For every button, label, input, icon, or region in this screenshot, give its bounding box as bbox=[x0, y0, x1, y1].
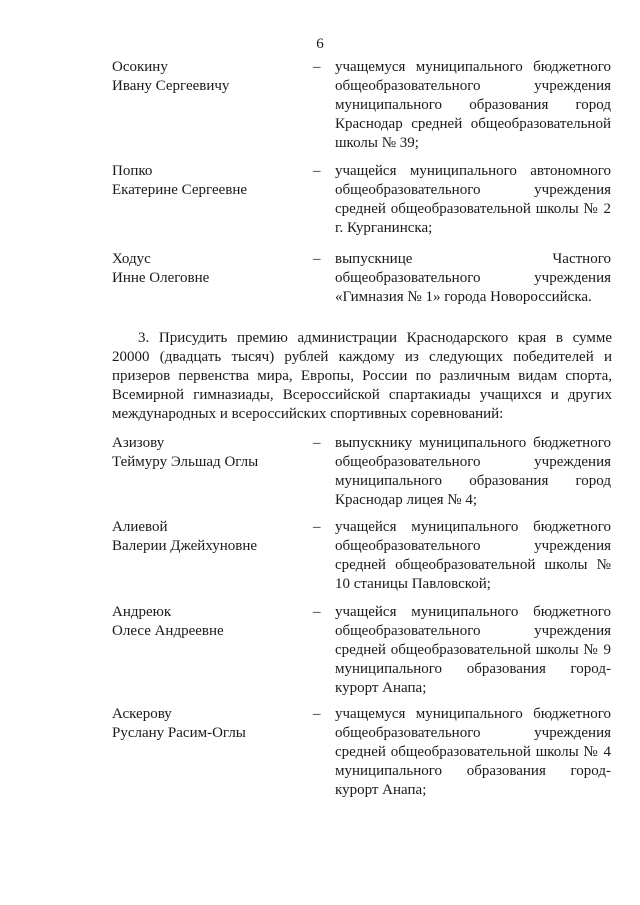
recipient-surname: Андреюк bbox=[112, 604, 172, 620]
recipient-description: учащейся муниципального бюджетного общеобразовательного учреждения средней общеобразовательной школы № 9 муниципального образования город-курорт Анапа; bbox=[335, 604, 611, 696]
recipient-surname: Попко bbox=[112, 163, 153, 179]
dash-separator: – bbox=[313, 163, 321, 179]
recipient-description: учащемуся муниципального бюджетного общеобразовательного учреждения средней общеобразовательной школы № 4 муниципального образования город-курорт Анапа; bbox=[335, 706, 611, 798]
recipient-given-name: Инне Олеговне bbox=[112, 270, 210, 286]
paragraph-3: 3. Присудить премию администрации Краснодарского края в сумме 20000 (двадцать тысяч) рублей каждому из следующих победителей и призеров первенства мира, Европы, России по различным видам спорта, Всемирной гимназиады, Всероссийской спартакиады учащихся и других международных и всероссийских спортивных соревнований: bbox=[112, 330, 612, 422]
recipient-description: учащейся муниципального бюджетного общеобразовательного учреждения средней общеобразовательной школы № 10 станицы Павловской; bbox=[335, 519, 611, 592]
recipient-description: выпускнику муниципального бюджетного общеобразовательного учреждения муниципального образования город Краснодар лицея № 4; bbox=[335, 435, 611, 508]
recipient-name bbox=[112, 58, 302, 96]
recipient-given-name: Валерии Джейхуновне bbox=[112, 538, 258, 554]
recipient-description: выпускнице Частного общеобразовательного учреждения «Гимназия № 1» города Новороссийска. bbox=[335, 251, 611, 305]
recipient-name bbox=[112, 518, 302, 556]
recipient-surname: Азизову bbox=[112, 435, 165, 451]
dash-separator: – bbox=[313, 59, 321, 75]
recipient-surname: Аскерову bbox=[112, 706, 172, 722]
page-number: 6 bbox=[316, 36, 324, 52]
recipient-name bbox=[112, 603, 302, 641]
recipient-description: учащемуся муниципального бюджетного общеобразовательного учреждения муниципального образования город Краснодар средней общеобразовательной школы № 39; bbox=[335, 59, 611, 151]
recipient-name bbox=[112, 705, 302, 743]
dash-separator: – bbox=[313, 251, 321, 267]
recipient-surname: Осокину bbox=[112, 59, 168, 75]
dash-separator: – bbox=[313, 604, 321, 620]
recipient-given-name: Олесе Андреевне bbox=[112, 623, 224, 639]
dash-separator: – bbox=[313, 435, 321, 451]
recipient-surname: Алиевой bbox=[112, 519, 168, 535]
dash-separator: – bbox=[313, 706, 321, 722]
recipient-name bbox=[112, 162, 302, 200]
recipient-surname: Ходус bbox=[112, 251, 151, 267]
recipient-given-name: Ивану Сергеевичу bbox=[112, 78, 230, 94]
recipient-name bbox=[112, 434, 302, 472]
recipient-given-name: Теймуру Эльшад Оглы bbox=[112, 454, 259, 470]
recipient-name bbox=[112, 250, 302, 288]
dash-separator: – bbox=[313, 519, 321, 535]
recipient-description: учащейся муниципального автономного общеобразовательного учреждения средней общеобразовательной школы № 2 г. Курганинска; bbox=[335, 163, 611, 236]
recipient-given-name: Екатерине Сергеевне bbox=[112, 182, 248, 198]
recipient-given-name: Руслану Расим-Оглы bbox=[112, 725, 246, 741]
